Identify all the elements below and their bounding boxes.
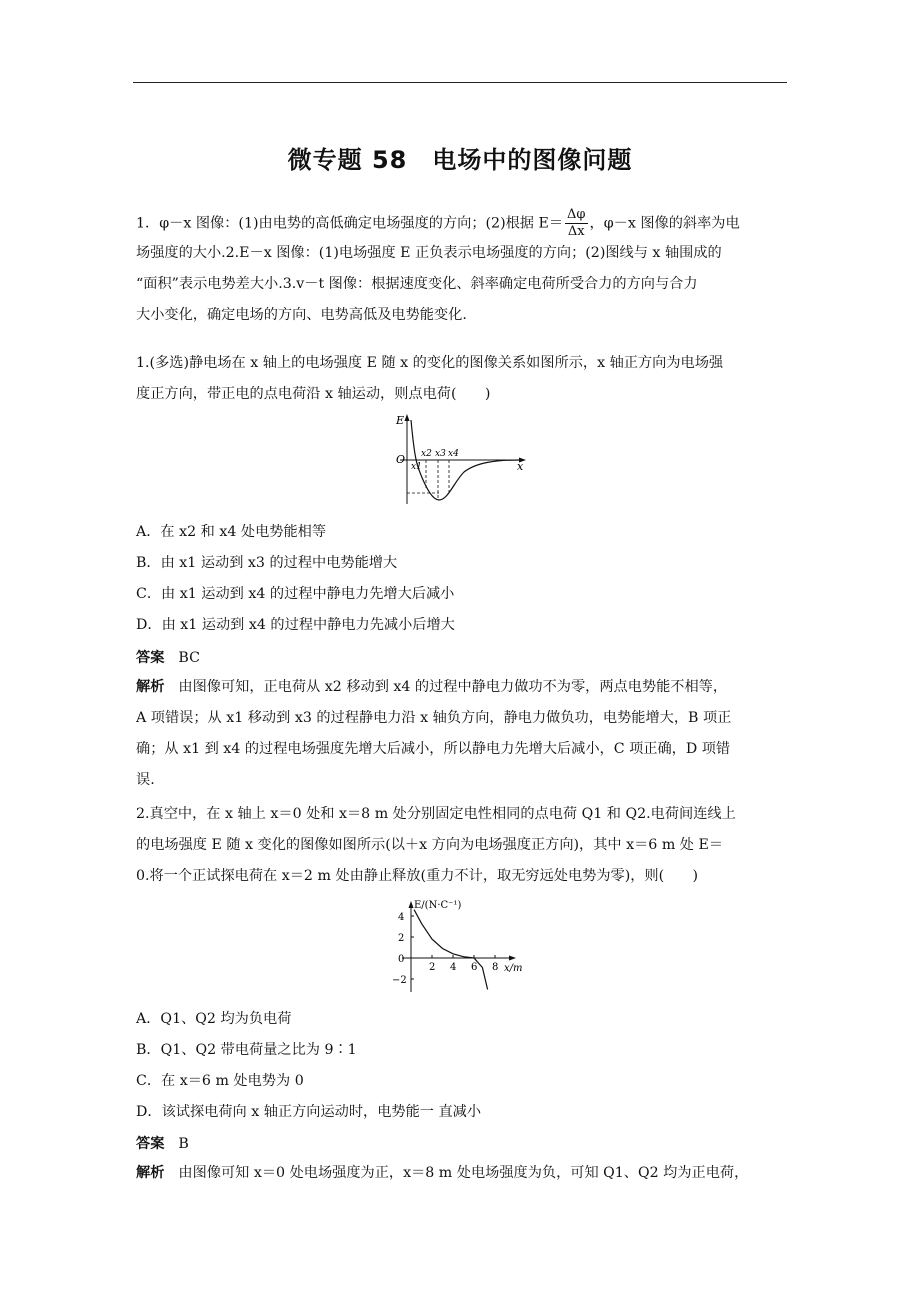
y-axis-label: E	[396, 414, 405, 427]
q2-answer	[136, 1133, 189, 1153]
chart-series-line	[414, 910, 488, 990]
header-rule	[133, 82, 787, 83]
y-axis-arrow	[405, 414, 410, 421]
chart-y-label: E/(N·C⁻¹)	[414, 900, 462, 911]
intro-paragraph	[136, 207, 788, 331]
x-tick-label: 2	[429, 962, 436, 973]
q2-chart	[388, 896, 538, 996]
q1-line-2: 度正方向，带正电的点电荷沿 x 轴运动，则点电荷( )	[136, 386, 491, 402]
chart-x-arrow	[509, 956, 516, 961]
intro-line-2: 场强度的大小.2.E－x 图像：(1)电场强度 E 正负表示电场强度的方向；(2)图线与 x 轴围成的	[136, 245, 722, 261]
q2-line-3: 0.将一个正试探电荷在 x＝2 m 处由静止释放(重力不计，取无穷远处电势为零)，则( )	[136, 868, 699, 884]
page-title: 微专题 58 电场中的图像问题	[287, 146, 633, 174]
q2-option-a: A．Q1、Q2 均为负电荷	[136, 1011, 292, 1027]
answer-label: 答案	[136, 650, 165, 666]
y-tick-label: 0	[398, 954, 405, 965]
chart-y-arrow	[409, 901, 414, 908]
q2-stem	[136, 799, 788, 892]
q1-option-c: C．由 x1 运动到 x4 的过程中静电力先增大后减小	[136, 586, 455, 602]
x-tick-label: 4	[450, 962, 457, 973]
y-tick-label: −2	[392, 975, 407, 986]
q2-analysis-line-1: 解析 由图像可知 x＝0 处电场强度为正，x＝8 m 处电场强度为负，可知 Q1、Q2 均为正电荷，	[136, 1165, 749, 1181]
q1-line-1: 1.(多选)静电场在 x 轴上的电场强度 E 随 x 的变化的图像关系如图所示，x 轴正方向为电场强	[136, 355, 724, 371]
answer-value: BC	[178, 650, 200, 666]
q1-analysis-line-3: 确；从 x1 到 x4 的过程电场强度先增大后减小，所以静电力先增大后减小，C 项正确，D 项错	[136, 741, 731, 757]
q1-analysis-line-2: A 项错误；从 x1 移动到 x3 的过程静电力沿 x 轴负方向，静电力做负功，电势能增大，B 项正	[136, 710, 732, 726]
q1-option-d: D．由 x1 运动到 x4 的过程中静电力先减小后增大	[136, 617, 455, 633]
q2-analysis	[136, 1158, 788, 1189]
x-tick-label: 6	[471, 962, 478, 973]
origin-label: O	[396, 453, 406, 466]
q1-option-b: B．由 x1 运动到 x3 的过程中电势能增大	[136, 555, 398, 571]
x-axis-label: x	[517, 460, 524, 473]
q1-analysis	[136, 672, 788, 796]
answer-label: 答案	[136, 1136, 165, 1152]
analysis-label: 解析	[136, 1165, 165, 1181]
chart-x-label: x/m	[504, 963, 523, 974]
chart-ticks	[392, 912, 498, 986]
y-tick-label: 2	[398, 933, 405, 944]
tick-x3: x3	[435, 449, 446, 459]
y-tick-label: 4	[398, 912, 405, 923]
q2-option-b: B．Q1、Q2 带电荷量之比为 9∶1	[136, 1042, 357, 1058]
q1-analysis-line-4: 误.	[136, 772, 155, 788]
analysis-label: 解析	[136, 679, 165, 695]
q1-answer	[136, 647, 200, 667]
q2-option-c: C．在 x＝6 m 处电势为 0	[136, 1073, 304, 1089]
answer-value: B	[178, 1136, 189, 1152]
tick-x2: x2	[421, 449, 432, 459]
q2-option-d: D．该试探电荷向 x 轴正方向运动时，电势能一 直减小	[136, 1104, 482, 1120]
intro-line-3: “面积”表示电势差大小.3.v－t 图像：根据速度变化、斜率确定电荷所受合力的方向与合力	[136, 276, 698, 292]
intro-line-4: 大小变化，确定电场的方向、电势高低及电势能变化.	[136, 307, 467, 323]
q2-line-1: 2.真空中，在 x 轴上 x＝0 处和 x＝8 m 处分别固定电性相同的点电荷 Q1 和 Q2.电荷间连线上	[136, 806, 736, 822]
q1-stem	[136, 348, 788, 410]
tick-x4: x4	[448, 449, 459, 459]
q1-option-a: A．在 x2 和 x4 处电势能相等	[136, 524, 327, 540]
q2-line-2: 的电场强度 E 随 x 变化的图像如图所示(以＋x 方向为电场强度正方向)，其中 x＝6 m 处 E＝	[136, 837, 724, 853]
fraction: $\frac{\Delta\varphi}{\Delta x}$	[567, 207, 586, 238]
q1-analysis-line-1: 解析 由图像可知，正电荷从 x2 移动到 x4 的过程中静电力做功不为零，两点电势能不相等，	[136, 679, 728, 695]
intro-line-1: 1．φ－x 图像：(1)由电势的高低确定电场强度的方向；(2)根据 E＝ $\frac{\Delta\varphi}{\Delta x}$ ，φ－x 图像的斜率为电	[136, 207, 740, 238]
x-tick-label: 8	[492, 962, 499, 973]
tick-x1: x1	[411, 462, 422, 472]
q1-figure	[392, 412, 532, 510]
